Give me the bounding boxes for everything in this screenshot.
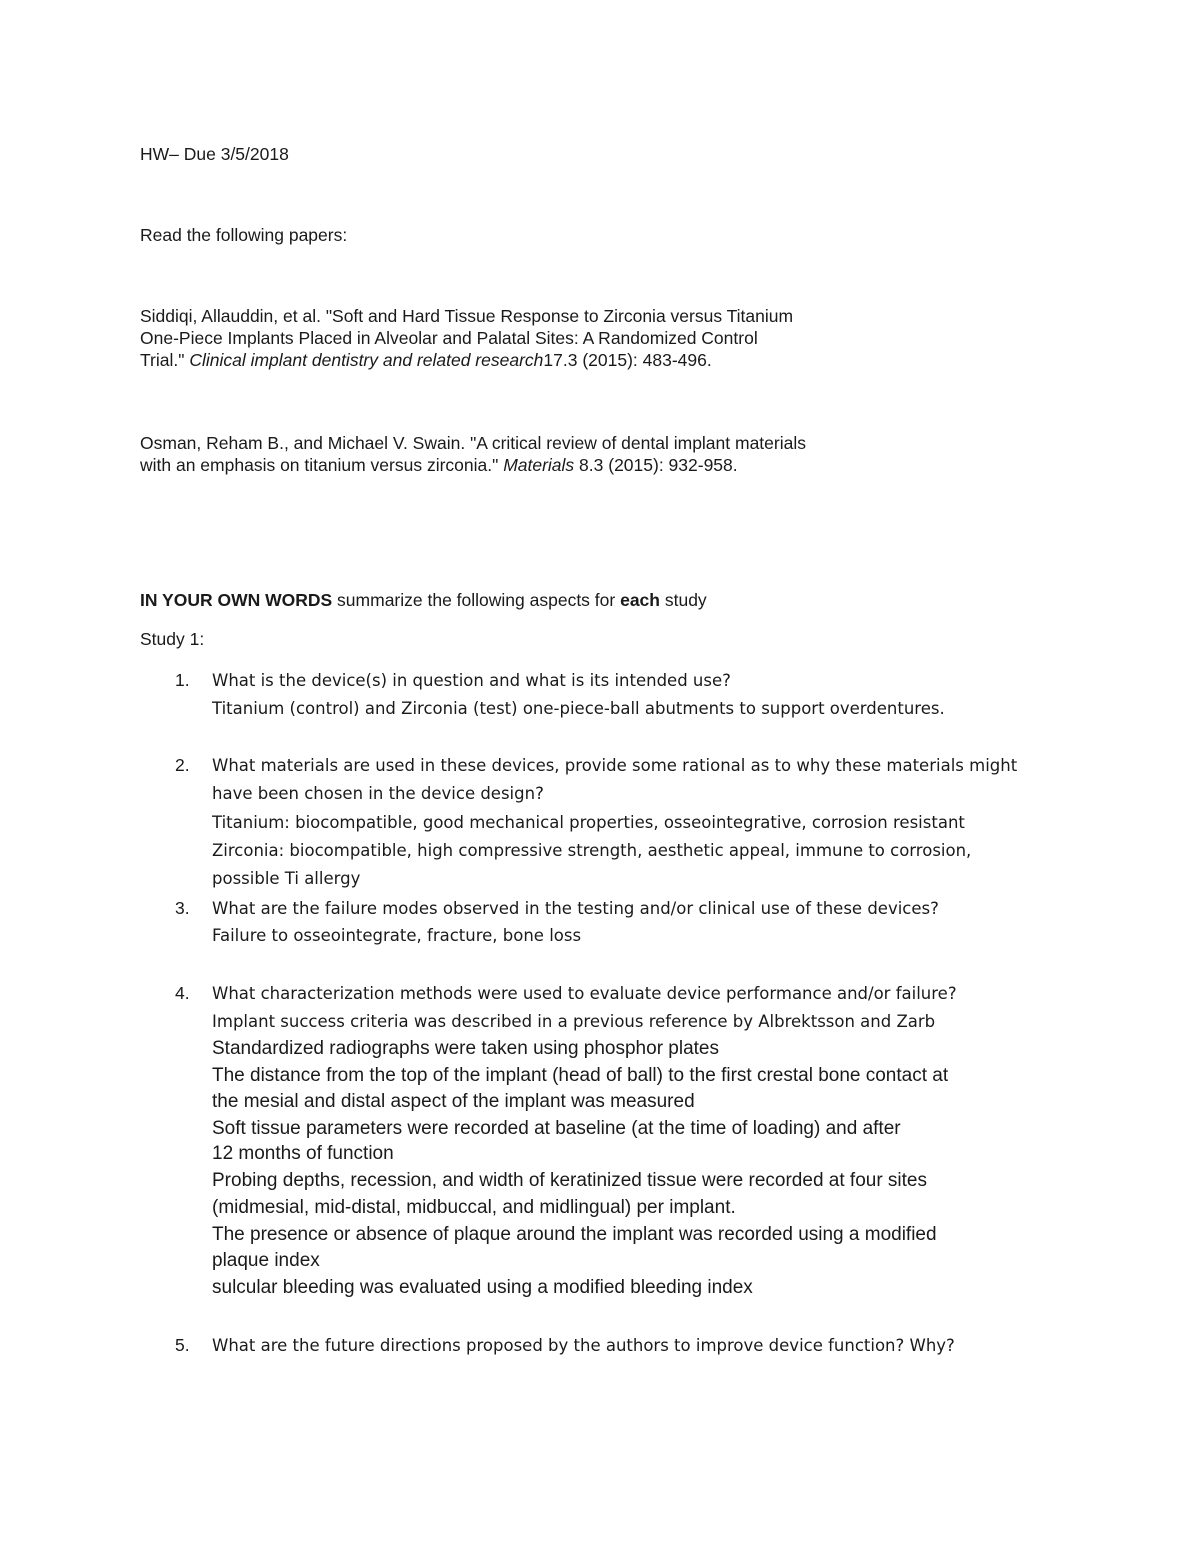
study-label: Study 1: (140, 629, 205, 649)
question-1-text: What is the device(s) in question and what is its intended use? (212, 671, 731, 690)
answer-4-line3: The distance from the top of the implant (head of ball) to the first crestal bone contact at (212, 1065, 949, 1086)
instruction-emphasis: IN YOUR OWN WORDS (140, 590, 333, 610)
question-4-number: 4. (175, 983, 190, 1003)
answer-4-line2: Standardized radiographs were taken using phosphor plates (212, 1038, 719, 1059)
question-5 (140, 1334, 955, 1357)
instruction-each: each (620, 590, 660, 610)
ref2-line2 (140, 454, 738, 476)
question-2-text-line1: What materials are used in these devices, provide some rational as to why these materials might (212, 756, 1018, 775)
ref2-line2-pre: with an emphasis on titanium versus zirconia." (140, 455, 504, 475)
ref1-line3 (140, 349, 712, 371)
question-3-text: What are the failure modes observed in the testing and/or clinical use of these devices? (212, 899, 939, 918)
question-3 (140, 897, 939, 920)
ref1-line1: Siddiqi, Allauddin, et al. "Soft and Hard Tissue Response to Zirconia versus Titanium (140, 306, 794, 326)
answer-4-line8: (midmesial, mid-distal, midbuccal, and midlingual) per implant. (212, 1197, 736, 1218)
answer-2-line3: possible Ti allergy (212, 869, 361, 888)
answer-4-line10: plaque index (212, 1250, 320, 1271)
instruction-end: study (659, 590, 707, 610)
ref1-line3-post: 17.3 (2015): 483-496. (543, 350, 712, 370)
instruction-middle: summarize the following aspects for (332, 590, 621, 610)
ref2-journal: Materials (503, 455, 575, 475)
answer-4-line4: the mesial and distal aspect of the implant was measured (212, 1091, 695, 1112)
answer-2-line2: Zirconia: biocompatible, high compressive strength, aesthetic appeal, immune to corrosion, (212, 841, 972, 860)
answer-4-line1: Implant success criteria was described in a previous reference by Albrektsson and Zarb (212, 1012, 936, 1031)
question-3-number: 3. (175, 898, 190, 918)
ref1-line2: One-Piece Implants Placed in Alveolar and Palatal Sites: A Randomized Control (140, 328, 758, 348)
question-1-number: 1. (175, 670, 190, 690)
instruction (140, 589, 707, 611)
question-4-text: What characterization methods were used to evaluate device performance and/or failure? (212, 984, 957, 1003)
answer-4-line9: The presence or absence of plaque around the implant was recorded using a modified (212, 1224, 937, 1245)
ref2-line1: Osman, Reham B., and Michael V. Swain. "A critical review of dental implant materials (140, 433, 806, 453)
question-5-text: What are the future directions proposed by the authors to improve device function? Why? (212, 1336, 955, 1355)
question-2-number: 2. (175, 755, 190, 775)
answer-1-line1: Titanium (control) and Zirconia (test) one-piece-ball abutments to support overdentures. (212, 699, 945, 718)
answer-4-line6: 12 months of function (212, 1143, 394, 1164)
answer-2-line1: Titanium: biocompatible, good mechanical properties, osseointegrative, corrosion resistant (212, 813, 965, 832)
answer-4-line7: Probing depths, recession, and width of keratinized tissue were recorded at four sites (212, 1170, 927, 1191)
question-5-number: 5. (175, 1335, 190, 1355)
answer-4-line11: sulcular bleeding was evaluated using a modified bleeding index (212, 1277, 753, 1298)
question-2-text-line2: have been chosen in the device design? (212, 784, 544, 803)
answer-4-line5: Soft tissue parameters were recorded at baseline (at the time of loading) and after (212, 1118, 901, 1139)
question-4 (140, 982, 957, 1005)
question-1 (140, 669, 731, 692)
ref2-line2-post: 8.3 (2015): 932-958. (574, 455, 738, 475)
ref1-line3-pre: Trial." (140, 350, 190, 370)
assignment-title: HW– Due 3/5/2018 (140, 144, 289, 164)
question-2 (140, 754, 1017, 777)
answer-3-line1: Failure to osseointegrate, fracture, bone loss (212, 926, 582, 945)
ref1-journal: Clinical implant dentistry and related research (189, 350, 544, 370)
intro-text: Read the following papers: (140, 225, 348, 245)
